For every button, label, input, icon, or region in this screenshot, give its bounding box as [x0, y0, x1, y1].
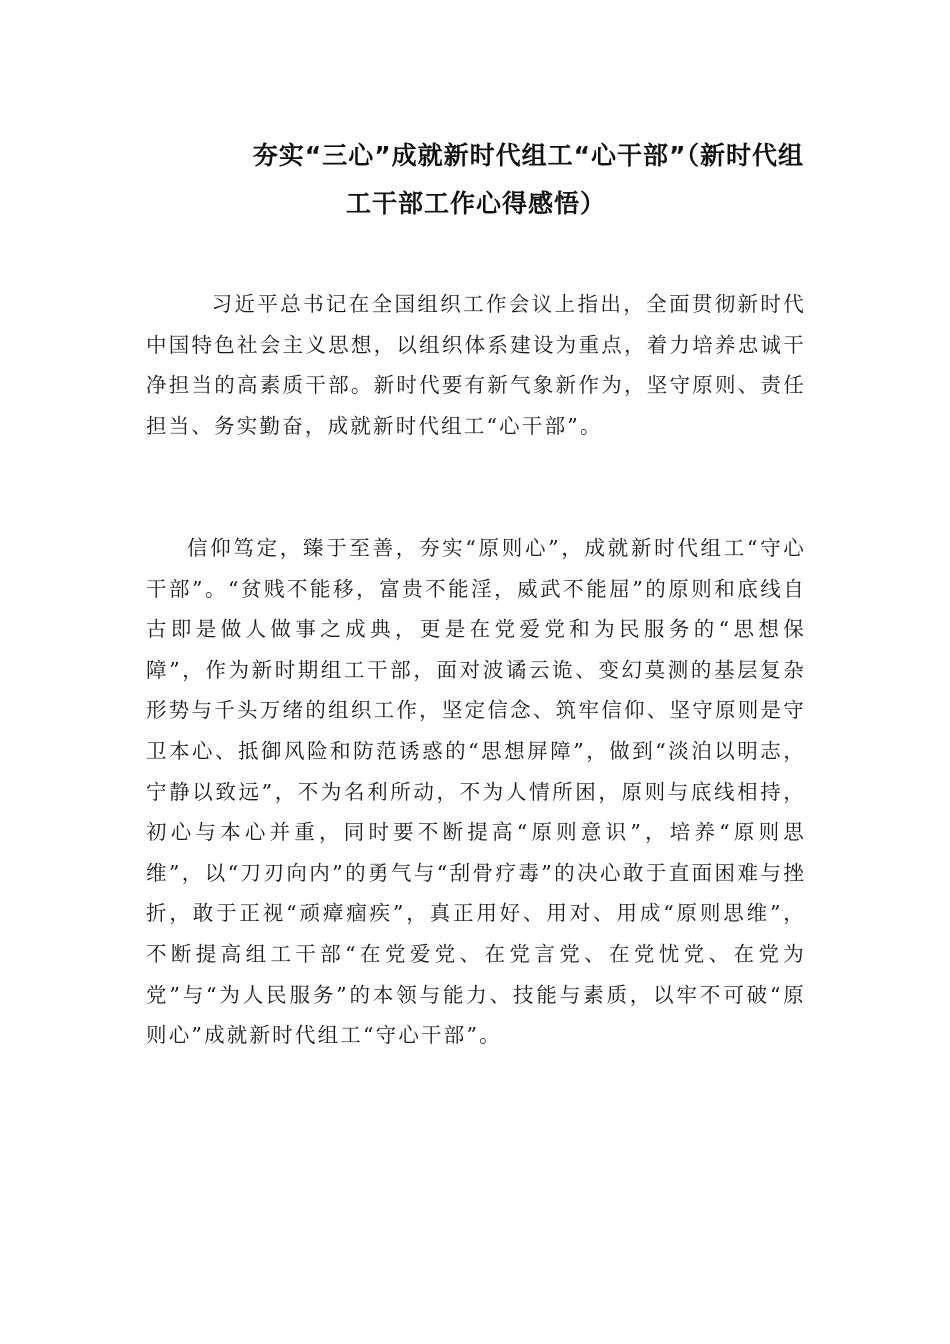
paragraph-principle-heart: 信仰笃定，臻于至善，夯实“原则心”，成就新时代组工“守心干部”。“贫贱不能移，富贵不能淫，威武不能屈”的原则和底线自古即是做人做事之成典，更是在党爱党和为民服务的“思想保障”，作为新时期组工干部，面对波谲云诡、变幻莫测的基层复杂形势与千头万绪的组织工作，坚定信念、筑牢信仰、坚守原则是守卫本心、抵御风险和防范诱惑的“思想屏障”，做到“淡泊以明志，宁静以致远”，不为名利所动，不为人情所困，原则与底线相持，初心与本心并重，同时要不断提高“原则意识”，培养“原则思维”，以“刀刃向内”的勇气与“刮骨疗毒”的决心敢于直面困难与挫折，敢于正视“顽瘴痼疾”，真正用好、用对、用成“原则思维”，不断提高组工干部“在党爱党、在党言党、在党忧党、在党为党”与“为人民服务”的本领与能力、技能与素质，以牢不可破“原则心”成就新时代组工“守心干部”。: [146, 536, 806, 1048]
document-title: [146, 132, 806, 228]
paragraph-intro: 习近平总书记在全国组织工作会议上指出，全面贯彻新时代中国特色社会主义思想，以组织体系建设为重点，着力培养忠诚干净担当的高素质干部。新时代要有新气象新作为，坚守原则、责任担当、务实勤奋，成就新时代组工“心干部”。: [146, 292, 806, 438]
title-line-2: 工干部工作心得感悟）: [345, 189, 606, 218]
title-line-1: 夯实“三心”成就新时代组工“心干部”（新时代组: [252, 141, 804, 170]
